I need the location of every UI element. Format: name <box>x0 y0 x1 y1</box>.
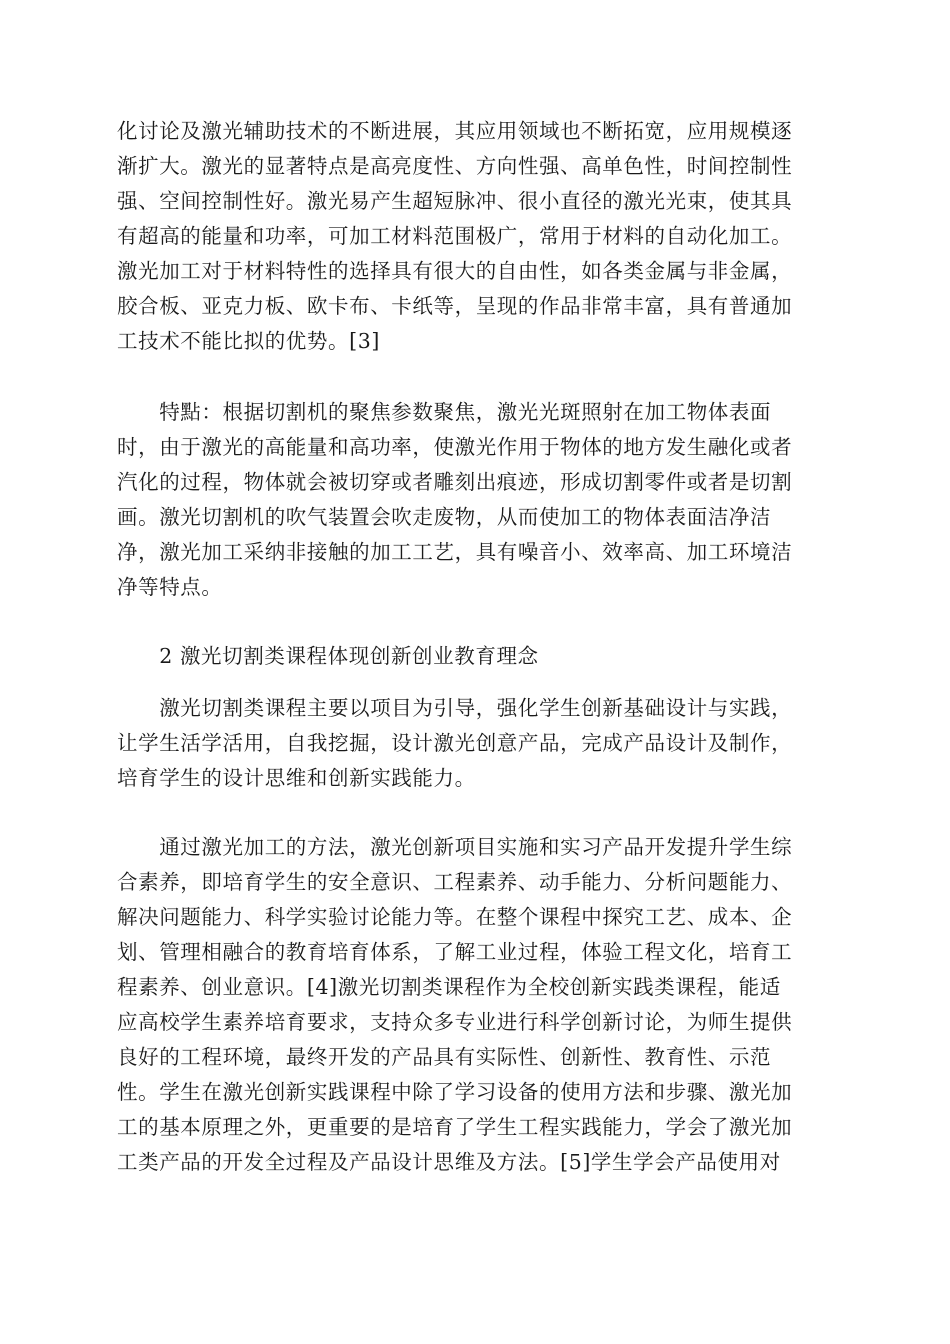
paragraph-course-overview <box>117 691 792 796</box>
text-line: 工类产品的开发全过程及产品设计思维及方法。[5]学生学会产品使用对 <box>117 1150 781 1174</box>
section-heading <box>117 639 539 674</box>
text-line: 划、管理相融合的教育培育体系，了解工业过程，体验工程文化，培育工 <box>117 940 793 964</box>
text-line: 合素养，即培育学生的安全意识、工程素养、动手能力、分析问题能力、 <box>117 870 793 894</box>
paragraph-laser-applications <box>117 114 792 359</box>
text-line: 解决问题能力、科学实验讨论能力等。在整个课程中探究工艺、成本、企 <box>117 905 793 929</box>
text-line: 汽化的过程，物体就会被切穿或者雕刻出痕迹，形成切割零件或者是切割 <box>117 470 793 494</box>
text-line: 性。学生在激光创新实践课程中除了学习设备的使用方法和步骤、激光加 <box>117 1080 793 1104</box>
text-line: 激光加工对于材料特性的选择具有很大的自由性，如各类金属与非金属， <box>117 259 793 283</box>
text-line: 画。激光切割机的吹气装置会吹走废物，从而使加工的物体表面洁净洁 <box>117 505 772 529</box>
text-line: 强、空间控制性好。激光易产生超短脉冲、很小直径的激光光束，使其具 <box>117 189 793 213</box>
text-line: 激光切割类课程主要以项目为引导，强化学生创新基础设计与实践， <box>117 696 793 720</box>
text-line: 胶合板、亚克力板、欧卡布、卡纸等，呈现的作品非常丰富，具有普通加 <box>117 294 793 318</box>
text-line: 工的基本原理之外，更重要的是培育了学生工程实践能力，学会了激光加 <box>117 1115 793 1139</box>
text-line: 良好的工程环境，最终开发的产品具有实际性、创新性、教育性、示范 <box>117 1045 772 1069</box>
text-line: 化讨论及激光辅助技术的不断进展，其应用领域也不断拓宽，应用规模逐 <box>117 119 793 143</box>
text-line: 时，由于激光的高能量和高功率，使激光作用于物体的地方发生融化或者 <box>117 435 793 459</box>
text-line: 培育学生的设计思维和创新实践能力。 <box>117 766 476 790</box>
text-line: 程素养、创业意识。[4]激光切割类课程作为全校创新实践类课程，能适 <box>117 975 781 999</box>
text-line: 让学生活学活用，自我挖掘，设计激光创意产品，完成产品设计及制作， <box>117 731 793 755</box>
text-line: 应高校学生素养培育要求，支持众多专业进行科学创新讨论，为师生提供 <box>117 1010 793 1034</box>
text-line: 特點：根据切割机的聚焦参数聚焦，激光光斑照射在加工物体表面 <box>117 400 772 424</box>
text-line: 渐扩大。激光的显著特点是高亮度性、方向性强、高单色性，时间控制性 <box>117 154 793 178</box>
paragraph-innovation-practice <box>117 830 792 1180</box>
text-line: 净，激光加工采纳非接触的加工工艺，具有噪音小、效率高、加工环境洁 <box>117 540 793 564</box>
text-line: 工技术不能比拟的优势。[3] <box>117 329 380 353</box>
text-line: 净等特点。 <box>117 575 223 599</box>
text-line: 通过激光加工的方法，激光创新项目实施和实习产品开发提升学生综 <box>117 835 793 859</box>
text-line: 有超高的能量和功率，可加工材料范围极广，常用于材料的自动化加工。 <box>117 224 793 248</box>
heading-text: 2 激光切割类课程体现创新创业教育理念 <box>117 644 539 668</box>
paragraph-features <box>117 395 792 605</box>
